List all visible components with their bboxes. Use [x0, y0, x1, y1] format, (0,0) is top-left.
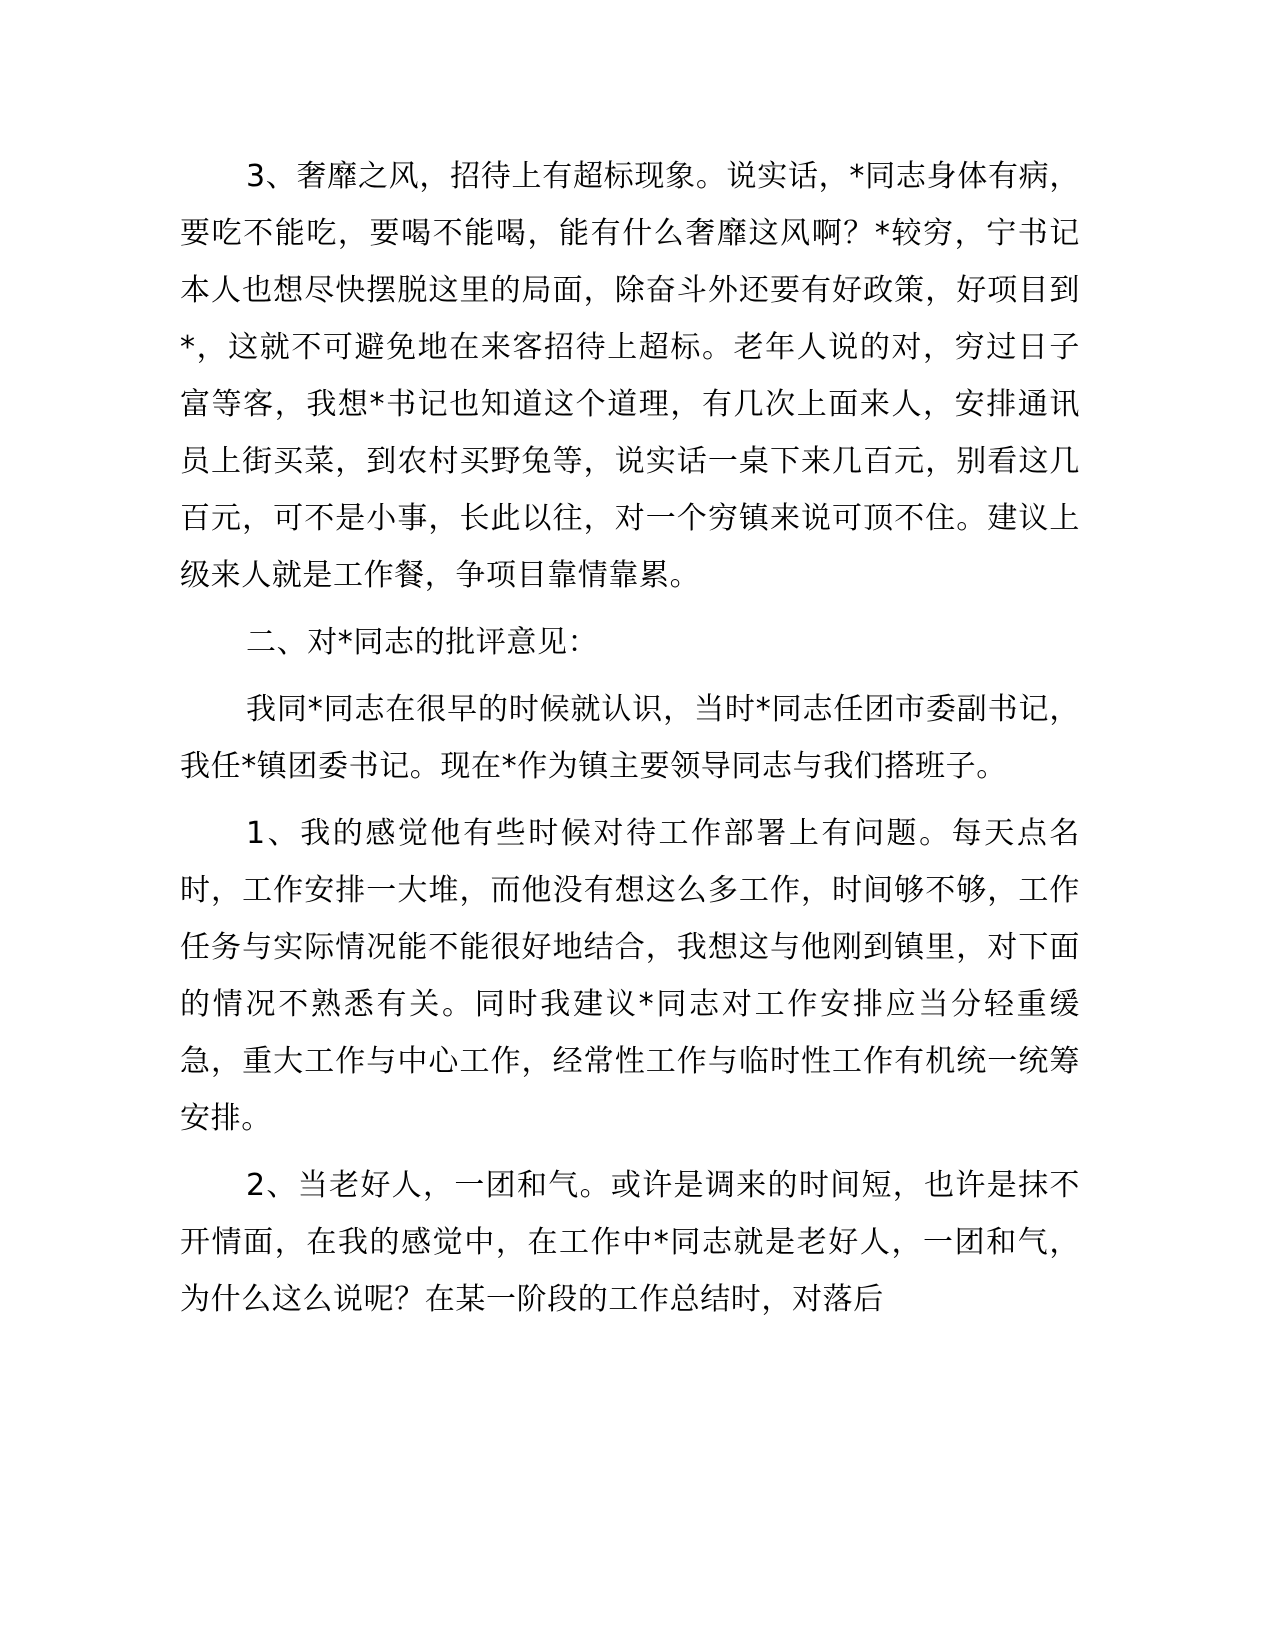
paragraph-extravagance: 3、奢靡之风，招待上有超标现象。说实话，*同志身体有病，要吃不能吃，要喝不能喝，能有什么奢靡这风啊？*较穷，宁书记本人也想尽快摆脱这里的局面，除奋斗外还要有好政策，好项目到*，这就不可避免地在来客招待上超标。老年人说的对，穷过日子富等客，我想*书记也知道这个道理，有几次上面来人，安排通讯员上街买菜，到农村买野兔等，说实话一桌下来几百元，别看这几百元，可不是小事，长此以往，对一个穷镇来说可顶不住。建议上级来人就是工作餐，争项目靠情靠累。 — [180, 159, 1080, 593]
paragraph-acquaintance: 我同*同志在很早的时候就认识，当时*同志任团市委副书记，我任*镇团委书记。现在*作为镇主要领导同志与我们搭班子。 — [180, 692, 1080, 784]
section-heading-criticism: 二、对*同志的批评意见： — [246, 625, 599, 660]
paragraph-work-deployment: 1、我的感觉他有些时候对待工作部署上有问题。每天点名时，工作安排一大堆，而他没有想这么多工作，时间够不够，工作任务与实际情况能不能很好地结合，我想这与他刚到镇里，对下面的情况不熟悉有关。同时我建议*同志对工作安排应当分轻重缓急，重大工作与中心工作，经常性工作与临时性工作有机统一统筹安排。 — [180, 816, 1080, 1136]
document-page — [180, 148, 1080, 1338]
paragraph-good-guy: 2、当老好人，一团和气。或许是调来的时间短，也许是抹不开情面，在我的感觉中，在工作中*同志就是老好人，一团和气，为什么这么说呢？在某一阶段的工作总结时，对落后 — [180, 1168, 1080, 1317]
